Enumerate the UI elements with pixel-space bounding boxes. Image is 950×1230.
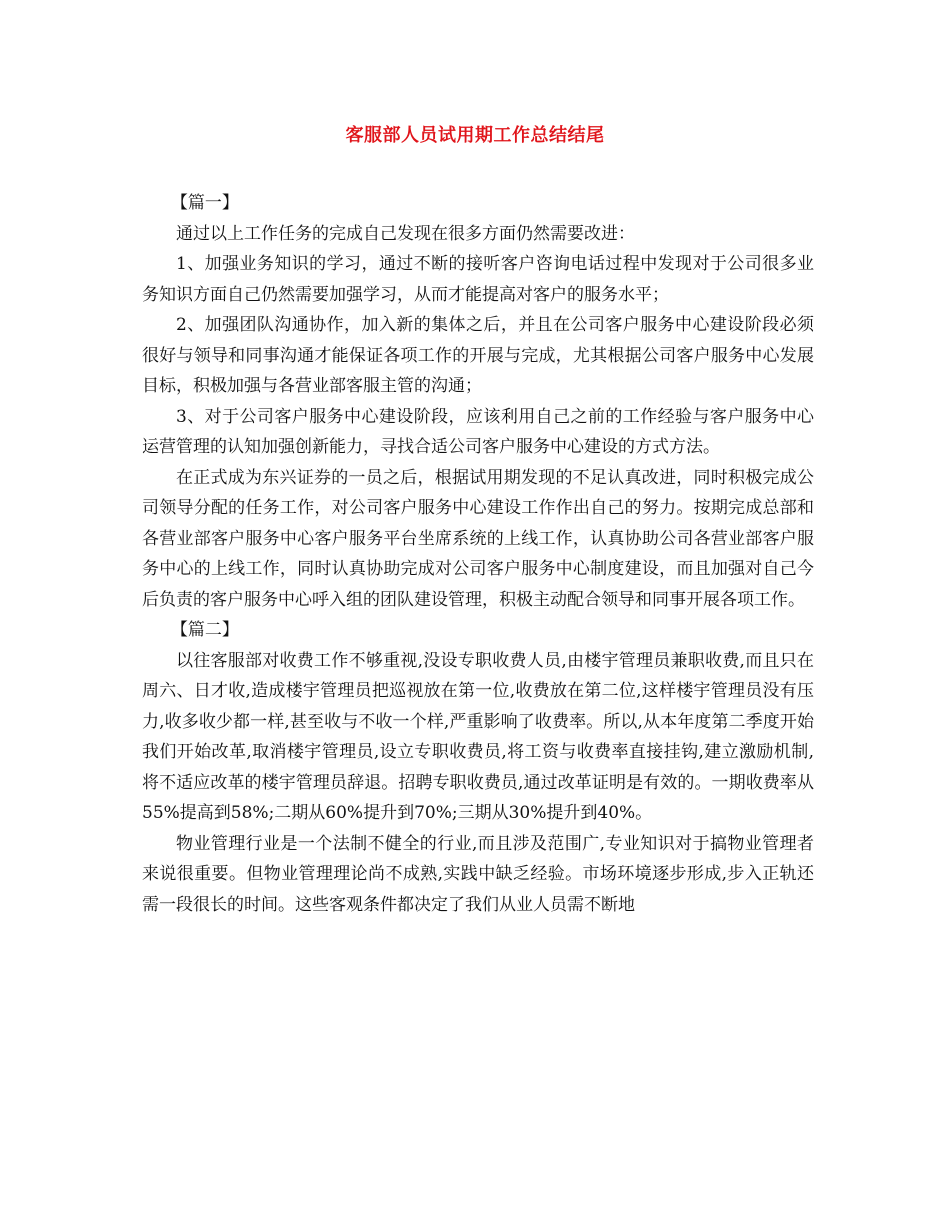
document-title: 客服部人员试用期工作总结结尾 bbox=[345, 125, 605, 146]
section-heading: 【篇一】 bbox=[170, 193, 239, 213]
paragraph: 1、加强业务知识的学习，通过不断的接听客户咨询电话过程中发现对于公司很多业务知识方面自己仍然需要加强学习，从而才能提高对客户的服务水平； bbox=[142, 254, 814, 305]
paragraph: 在正式成为东兴证券的一员之后，根据试用期发现的不足认真改进，同时积极完成公司领导分配的任务工作，对公司客户服务中心建设工作作出自己的努力。按期完成总部和各营业部客户服务中心客户服务平台坐席系统的上线工作，认真协助公司各营业部客户服务中心的上线工作，同时认真协助完成对公司客户服务中心制度建设，而且加强对自己今后负责的客户服务中心呼入组的团队建设管理，积极主动配合领导和同事开展各项工作。 bbox=[142, 467, 814, 610]
paragraph: 2、加强团队沟通协作，加入新的集体之后，并且在公司客户服务中心建设阶段必须很好与领导和同事沟通才能保证各项工作的开展与完成，尤其根据公司客户服务中心发展目标，积极加强与各营业部客服主管的沟通； bbox=[142, 315, 814, 396]
document-body bbox=[142, 188, 814, 920]
paragraph: 物业管理行业是一个法制不健全的行业,而且涉及范围广,专业知识对于搞物业管理者来说很重要。但物业管理理论尚不成熟,实践中缺乏经验。市场环境逐步形成,步入正轨还需一段很长的时间。这些客观条件都决定了我们从业人员需不断地 bbox=[142, 833, 814, 915]
paragraph: 3、对于公司客户服务中心建设阶段，应该利用自己之前的工作经验与客户服务中心运营管理的认知加强创新能力，寻找合适公司客户服务中心建设的方式方法。 bbox=[142, 406, 814, 457]
paragraph: 以往客服部对收费工作不够重视,没设专职收费人员,由楼宇管理员兼职收费,而且只在周六、日才收,造成楼宇管理员把巡视放在第一位,收费放在第二位,这样楼宇管理员没有压力,收多收少都一样,甚至收与不收一个样,严重影响了收费率。所以,从本年度第二季度开始我们开始改革,取消楼宇管理员,设立专职收费员,将工资与收费率直接挂钩,建立激励机制,将不适应改革的楼宇管理员辞退。招聘专职收费员,通过改革证明是有效的。一期收费率从55%提高到58%;二期从60%提升到70%;三期从30%提升到40%。 bbox=[142, 650, 814, 823]
section-heading: 【篇二】 bbox=[170, 620, 239, 640]
paragraph: 通过以上工作任务的完成自己发现在很多方面仍然需要改进： bbox=[176, 223, 635, 244]
